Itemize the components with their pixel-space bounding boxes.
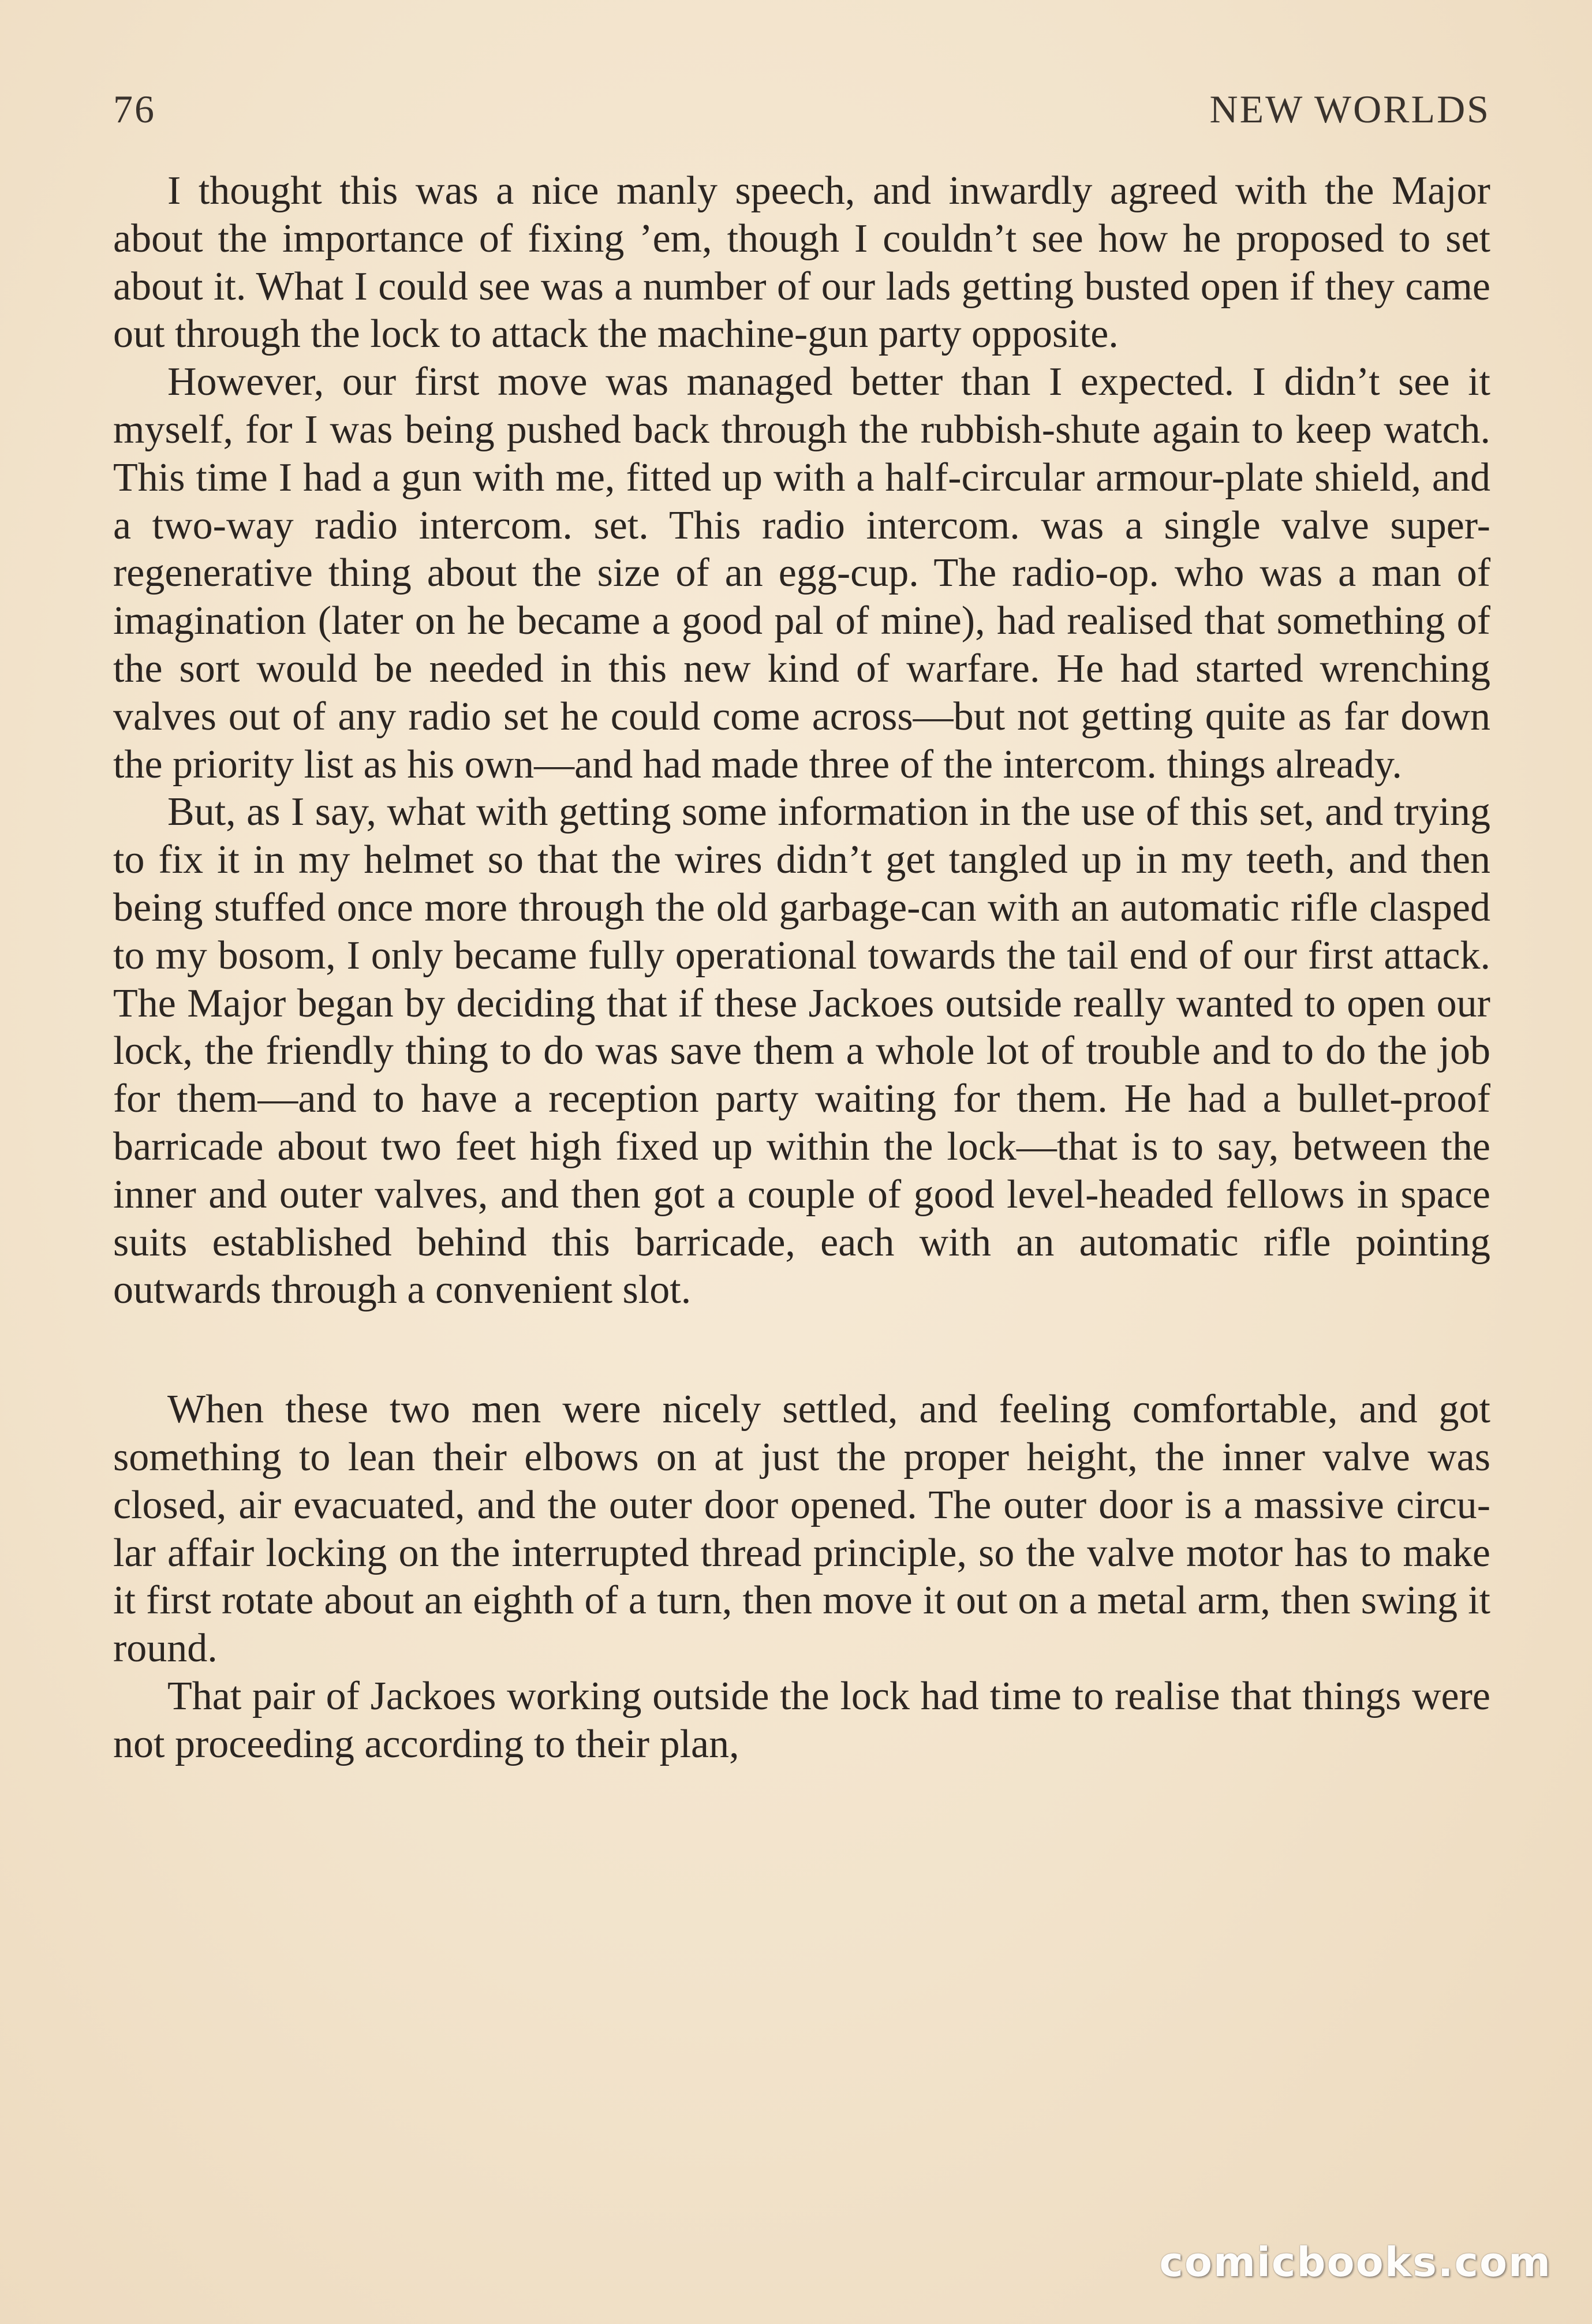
paragraph: When these two men were nicely settled, and feeling comfortable, and got something to lean their elbows on at just the proper height, the inner valve was closed, air evacuated, and the outer door opened. The outer door is a massive circular affair locking on the interrupted thread principle, so the valve motor has to make it first rotate about an eighth of a turn, then move it out on a metal arm, then swing it round. <box>113 1387 1490 1671</box>
watermark-logo: comicbooks.com <box>1159 2239 1552 2286</box>
paragraph: But, as I say, what with getting some information in the use of this set, and trying to fix it in my helmet so that the wires didn’t get tangled up in my teeth, and then being stuffed once more through the old garbage-can with an automatic rifle clasped to my bosom, I only became fully operational towards the tail end of our first attack. The Major began by deciding that if these Jackoes outside really wanted to open our lock, the friendly thing to do was save them a whole lot of trouble and to do the job for them—and to have a reception party waiting for them. He had a bullet-proof barricade about two feet high fixed up within the lock—that is to say, between the inner and outer valves, and then got a couple of good level-headed fellows in space suits established behind this barricade, each with an automatic rifle pointing outwards through a convenient slot. <box>113 790 1490 1313</box>
page-header <box>113 87 1490 144</box>
paragraph: I thought this was a nice manly speech, and inwardly agreed with the Major about the importance of fixing ’em, though I couldn’t see how he proposed to set about it. What I could see was a number of our lads getting busted open if they came out through the lock to attack the machine-gun party opposite. <box>113 169 1490 357</box>
paragraph: However, our first move was managed better than I expected. I didn’t see it myself, for I was being pushed back through the rubbish-shute again to keep watch. This time I had a gun with me, fitted up with a half-circular armour-plate shield, and a two-way radio intercom. set. This radio intercom. was a single valve super-regenerative thing about the size of an egg-cup. The radio-op. who was a man of imagination (later on he became a good pal of mine), had realised that something of the sort would be needed in this new kind of warfare. He had started wrenching valves out of any radio set he could come across—but not getting quite as far down the priority list as his own—and had made three of the intercom. things already. <box>113 360 1490 787</box>
page-number: 76 <box>113 87 156 131</box>
running-title: NEW WORLDS <box>1209 87 1490 131</box>
body-text <box>113 167 1490 1769</box>
paragraph: That pair of Jackoes working outside the lock had time to realise that things were not proceeding according to their plan, <box>113 1673 1490 1766</box>
